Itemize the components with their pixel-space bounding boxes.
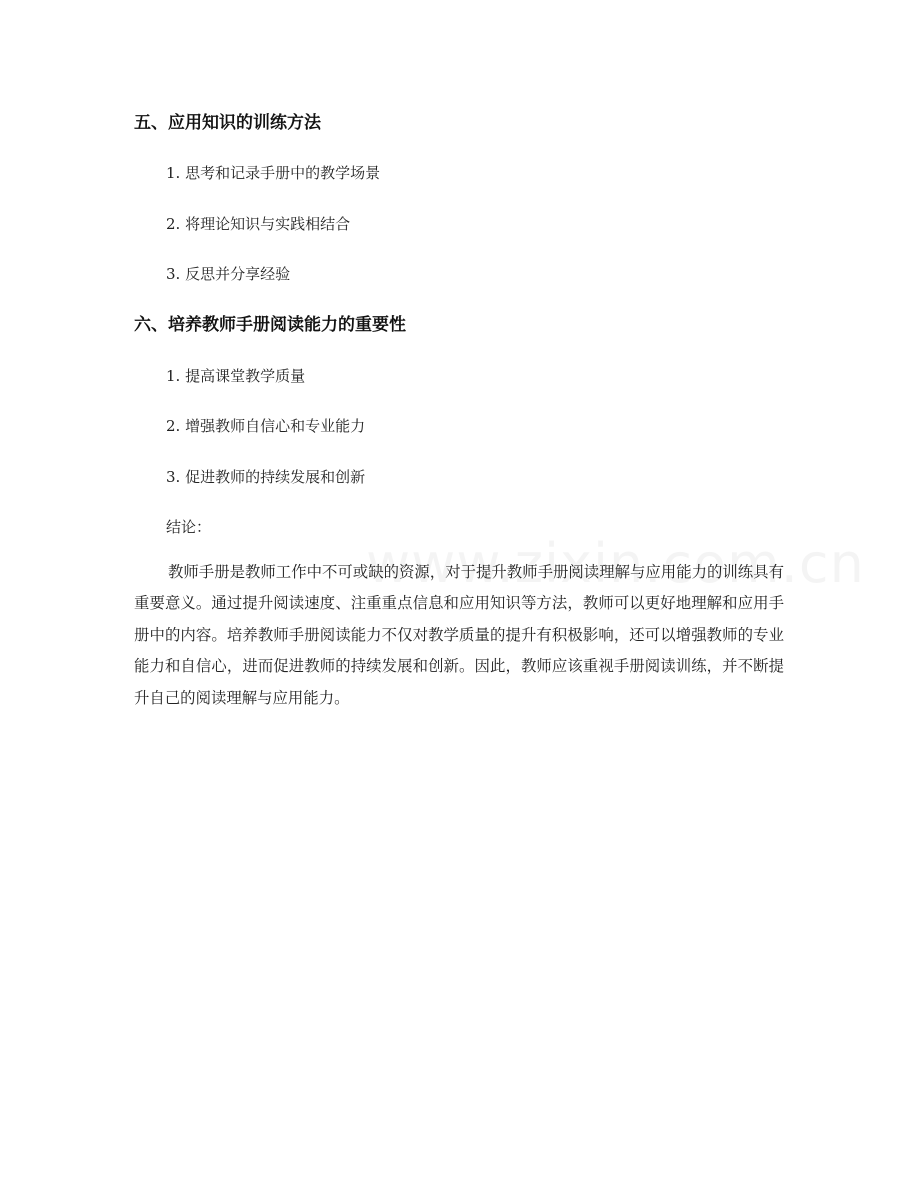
section-heading-6: 六、培养教师手册阅读能力的重要性: [134, 315, 406, 335]
list-item: 1. 提高课堂教学质量: [166, 367, 306, 385]
list-item: 2. 增强教师自信心和专业能力: [166, 417, 366, 435]
list-item: 1. 思考和记录手册中的教学场景: [166, 164, 381, 182]
list-item: 2. 将理论知识与实践相结合: [166, 215, 351, 233]
section-heading-5: 五、应用知识的训练方法: [134, 113, 321, 133]
list-item: 3. 反思并分享经验: [166, 265, 291, 283]
conclusion-paragraph: 教师手册是教师工作中不可或缺的资源，对于提升教师手册阅读理解与应用能力的训练具有重要意义。通过提升阅读速度、注重重点信息和应用知识等方法，教师可以更好地理解和应用手册中的内容。培养教师手册阅读能力不仅对教学质量的提升有积极影响，还可以增强教师的专业能力和自信心，进而促进教师的持续发展和创新。因此，教师应该重视手册阅读训练，并不断提升自己的阅读理解与应用能力。: [134, 563, 784, 707]
list-item: 3. 促进教师的持续发展和创新: [166, 468, 366, 486]
conclusion-label: 结论：: [166, 518, 212, 536]
